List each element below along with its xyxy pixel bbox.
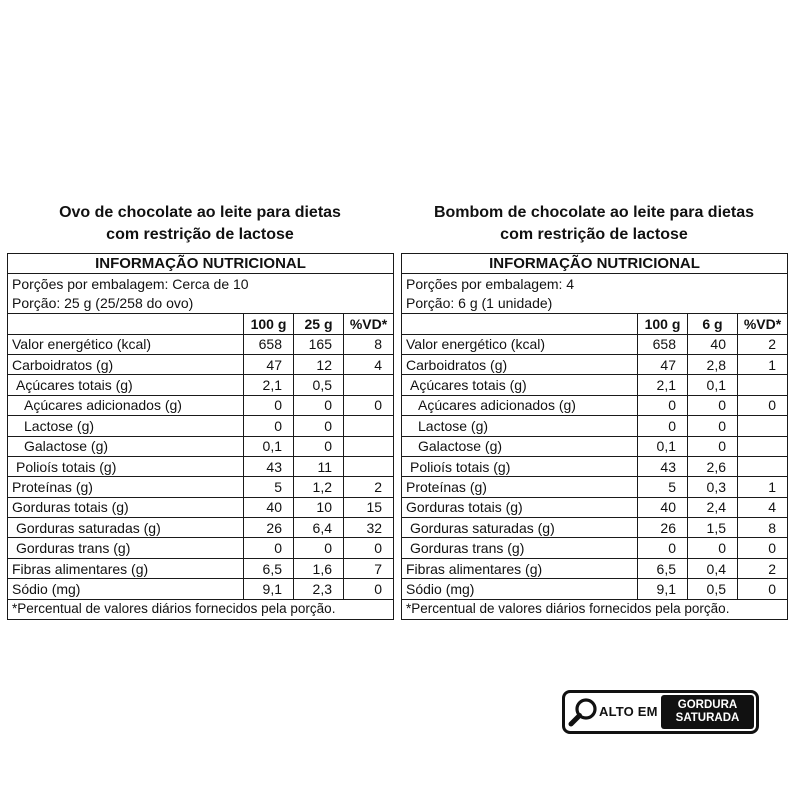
table-row <box>402 436 788 456</box>
value-vd <box>344 436 394 456</box>
product-title <box>7 200 393 248</box>
servings-per-package: Porções por embalagem: Cerca de 10 <box>8 274 394 294</box>
table-row <box>8 497 394 517</box>
nutrient-label: Açúcares totais (g) <box>8 375 244 395</box>
value-100g: 0,1 <box>244 436 294 456</box>
table-row <box>8 558 394 578</box>
value-portion: 2,3 <box>294 579 344 599</box>
nutrient-label: Gorduras saturadas (g) <box>402 518 638 538</box>
nutrient-label: Fibras alimentares (g) <box>8 558 244 578</box>
seal-label-high-in: ALTO EM <box>599 704 658 719</box>
nutrient-label: Açúcares adicionados (g) <box>8 395 244 415</box>
table-row <box>8 579 394 599</box>
value-vd: 1 <box>738 354 788 374</box>
value-100g: 47 <box>638 354 688 374</box>
value-100g: 658 <box>638 334 688 354</box>
nutrient-label: Açúcares totais (g) <box>402 375 638 395</box>
value-100g: 658 <box>244 334 294 354</box>
column-header-portion: 25 g <box>294 314 344 334</box>
table-row <box>402 395 788 415</box>
table-row <box>402 477 788 497</box>
value-100g: 5 <box>244 477 294 497</box>
value-portion: 0 <box>294 395 344 415</box>
table-row <box>8 395 394 415</box>
value-100g: 0 <box>638 395 688 415</box>
value-100g: 47 <box>244 354 294 374</box>
column-header-100g: 100 g <box>638 314 688 334</box>
nutrient-label: Sódio (mg) <box>8 579 244 599</box>
value-100g: 40 <box>244 497 294 517</box>
value-vd <box>738 416 788 436</box>
product-title-line2: com restrição de lactose <box>106 226 294 243</box>
nutrient-label: Lactose (g) <box>402 416 638 436</box>
value-portion: 0 <box>688 436 738 456</box>
value-vd <box>738 456 788 476</box>
seal-nutrient-box <box>661 695 754 729</box>
value-portion: 0,4 <box>688 558 738 578</box>
table-row <box>8 416 394 436</box>
table-row <box>402 354 788 374</box>
nutrient-label: Gorduras trans (g) <box>402 538 638 558</box>
value-portion: 0 <box>294 538 344 558</box>
nutrient-label: Carboidratos (g) <box>402 354 638 374</box>
nutrition-panel-bombom <box>401 200 787 620</box>
value-portion: 2,8 <box>688 354 738 374</box>
product-title-line1: Bombom de chocolate ao leite para dietas <box>433 204 755 221</box>
value-100g: 0 <box>244 416 294 436</box>
value-vd <box>344 456 394 476</box>
value-vd: 0 <box>738 538 788 558</box>
table-row <box>8 334 394 354</box>
portion-size: Porção: 6 g (1 unidade) <box>402 294 788 314</box>
seal-label-line1: GORDURA <box>677 699 738 711</box>
table-row <box>402 334 788 354</box>
value-100g: 6,5 <box>244 558 294 578</box>
value-100g: 0 <box>244 538 294 558</box>
footnote: *Percentual de valores diários fornecidos pela porção. <box>402 599 788 619</box>
value-100g: 43 <box>638 456 688 476</box>
table-row <box>402 538 788 558</box>
value-100g: 40 <box>638 497 688 517</box>
table-row <box>402 558 788 578</box>
value-vd <box>738 436 788 456</box>
value-vd: 15 <box>344 497 394 517</box>
column-header-blank <box>402 314 638 334</box>
table-header: INFORMAÇÃO NUTRICIONAL <box>402 254 788 274</box>
column-header-vd: %VD* <box>344 314 394 334</box>
table-row <box>8 477 394 497</box>
nutrient-label: Galactose (g) <box>402 436 638 456</box>
column-header-row <box>8 314 394 334</box>
nutrient-label: Polioís totais (g) <box>8 456 244 476</box>
value-100g: 0 <box>638 416 688 436</box>
value-portion: 1,2 <box>294 477 344 497</box>
value-vd: 7 <box>344 558 394 578</box>
nutrient-label: Sódio (mg) <box>402 579 638 599</box>
column-header-blank <box>8 314 244 334</box>
table-row <box>8 456 394 476</box>
value-vd: 2 <box>344 477 394 497</box>
value-portion: 0 <box>294 436 344 456</box>
column-header-vd: %VD* <box>738 314 788 334</box>
nutrition-table <box>401 253 788 620</box>
nutrient-label: Gorduras trans (g) <box>8 538 244 558</box>
value-portion: 0 <box>688 538 738 558</box>
product-title-line2: com restrição de lactose <box>500 226 688 243</box>
value-vd: 4 <box>344 354 394 374</box>
value-portion: 1,5 <box>688 518 738 538</box>
value-portion: 0,5 <box>688 579 738 599</box>
table-row <box>8 538 394 558</box>
value-100g: 5 <box>638 477 688 497</box>
column-header-100g: 100 g <box>244 314 294 334</box>
nutrient-label: Fibras alimentares (g) <box>402 558 638 578</box>
value-portion: 6,4 <box>294 518 344 538</box>
value-portion: 12 <box>294 354 344 374</box>
value-vd: 0 <box>738 395 788 415</box>
nutrient-label: Galactose (g) <box>8 436 244 456</box>
nutrient-label: Gorduras saturadas (g) <box>8 518 244 538</box>
nutrient-label: Proteínas (g) <box>402 477 638 497</box>
column-header-row <box>402 314 788 334</box>
value-vd: 1 <box>738 477 788 497</box>
value-portion: 0 <box>294 416 344 436</box>
nutrient-label: Gorduras totais (g) <box>8 497 244 517</box>
value-100g: 6,5 <box>638 558 688 578</box>
value-portion: 1,6 <box>294 558 344 578</box>
value-vd: 4 <box>738 497 788 517</box>
table-row <box>8 436 394 456</box>
value-vd: 8 <box>738 518 788 538</box>
value-vd: 0 <box>738 579 788 599</box>
product-title <box>401 200 787 248</box>
value-vd: 0 <box>344 395 394 415</box>
nutrient-label: Valor energético (kcal) <box>8 334 244 354</box>
table-row <box>8 518 394 538</box>
value-100g: 0,1 <box>638 436 688 456</box>
table-row <box>8 354 394 374</box>
footnote: *Percentual de valores diários fornecidos pela porção. <box>8 599 394 619</box>
high-saturated-fat-seal <box>562 690 759 734</box>
portion-size: Porção: 25 g (25/258 do ovo) <box>8 294 394 314</box>
nutrient-label: Valor energético (kcal) <box>402 334 638 354</box>
table-row <box>402 456 788 476</box>
value-100g: 43 <box>244 456 294 476</box>
value-100g: 26 <box>244 518 294 538</box>
value-100g: 2,1 <box>638 375 688 395</box>
nutrition-panel-ovo <box>7 200 393 620</box>
value-portion: 0 <box>688 416 738 436</box>
nutrition-table <box>7 253 394 620</box>
table-row <box>402 518 788 538</box>
value-portion: 0,5 <box>294 375 344 395</box>
value-100g: 26 <box>638 518 688 538</box>
table-row <box>402 416 788 436</box>
column-header-portion: 6 g <box>688 314 738 334</box>
value-vd <box>344 375 394 395</box>
nutrient-label: Carboidratos (g) <box>8 354 244 374</box>
value-portion: 2,4 <box>688 497 738 517</box>
value-vd: 2 <box>738 334 788 354</box>
value-100g: 0 <box>244 395 294 415</box>
table-header: INFORMAÇÃO NUTRICIONAL <box>8 254 394 274</box>
value-vd: 0 <box>344 579 394 599</box>
value-vd: 0 <box>344 538 394 558</box>
value-portion: 0 <box>688 395 738 415</box>
table-row <box>402 579 788 599</box>
product-title-line1: Ovo de chocolate ao leite para dietas <box>59 204 341 221</box>
value-portion: 10 <box>294 497 344 517</box>
nutrient-label: Gorduras totais (g) <box>402 497 638 517</box>
nutrient-label: Açúcares adicionados (g) <box>402 395 638 415</box>
nutrient-label: Proteínas (g) <box>8 477 244 497</box>
servings-per-package: Porções por embalagem: 4 <box>402 274 788 294</box>
value-portion: 40 <box>688 334 738 354</box>
table-row <box>402 375 788 395</box>
value-vd <box>344 416 394 436</box>
table-row <box>402 497 788 517</box>
value-100g: 9,1 <box>244 579 294 599</box>
value-100g: 0 <box>638 538 688 558</box>
value-portion: 0,1 <box>688 375 738 395</box>
value-portion: 2,6 <box>688 456 738 476</box>
value-100g: 9,1 <box>638 579 688 599</box>
value-vd: 32 <box>344 518 394 538</box>
value-100g: 2,1 <box>244 375 294 395</box>
nutrient-label: Lactose (g) <box>8 416 244 436</box>
value-vd: 8 <box>344 334 394 354</box>
value-portion: 11 <box>294 456 344 476</box>
value-vd <box>738 375 788 395</box>
table-row <box>8 375 394 395</box>
seal-label-line2: SATURADA <box>675 712 740 724</box>
value-vd: 2 <box>738 558 788 578</box>
value-portion: 0,3 <box>688 477 738 497</box>
value-portion: 165 <box>294 334 344 354</box>
nutrient-label: Polioís totais (g) <box>402 456 638 476</box>
magnifier-icon <box>567 694 603 730</box>
